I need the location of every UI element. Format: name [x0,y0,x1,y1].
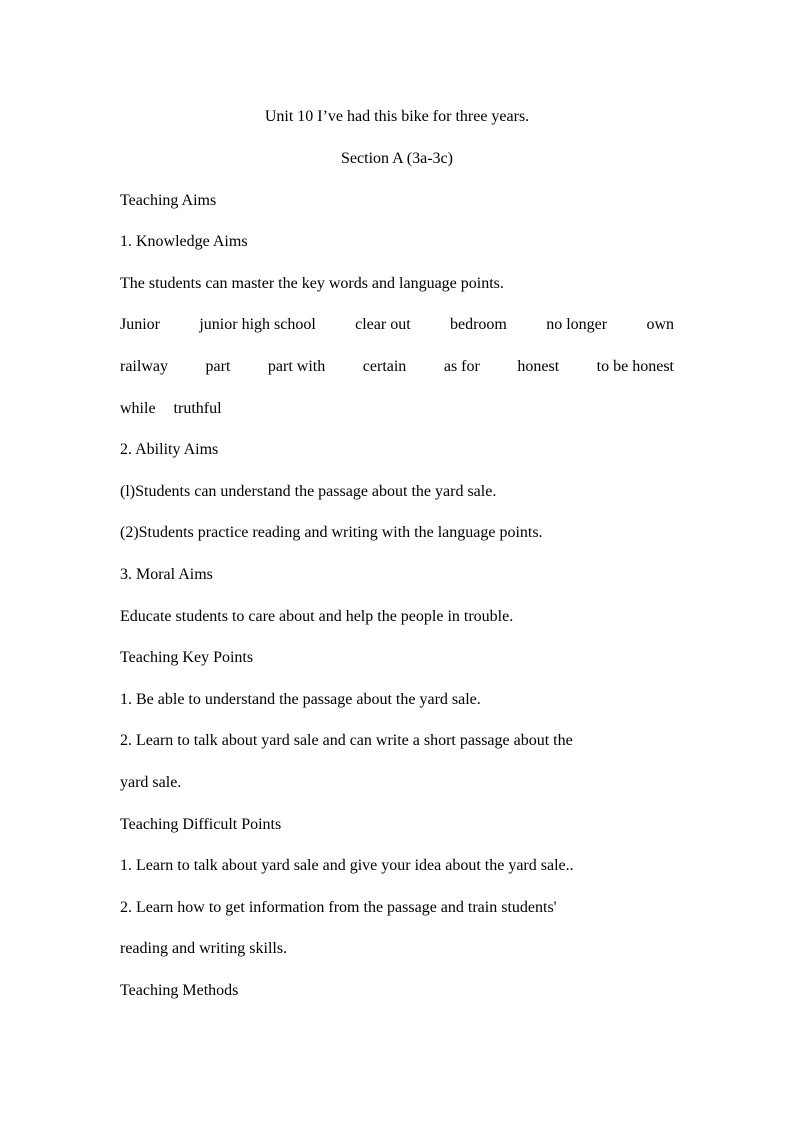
knowledge-aims-heading: 1. Knowledge Aims [120,233,248,250]
vocab-item: bedroom [450,316,507,333]
vocab-item: certain [362,358,407,375]
key-point-1: 1. Be able to understand the passage about the yard sale. [120,691,481,708]
vocab-item: railway [120,358,168,375]
vocab-item: part with [267,358,326,375]
vocab-item: no longer [546,316,608,333]
difficult-point-2-line-2: reading and writing skills. [120,940,288,957]
document-title: Unit 10 I’ve had this bike for three years. [264,108,530,125]
vocab-item: own [646,316,674,333]
teaching-aims-heading: Teaching Aims [120,192,217,209]
vocab-item: junior high school [199,316,316,333]
vocab-item: while [120,400,156,417]
ability-aim-1: (l)Students can understand the passage about the yard sale. [120,483,497,500]
key-point-2-line-2: yard sale. [120,774,182,791]
difficult-points-heading: Teaching Difficult Points [120,816,282,833]
vocab-item: Junior [120,316,160,333]
vocab-item: honest [517,358,560,375]
vocab-item: clear out [355,316,411,333]
vocab-item: truthful [173,400,222,417]
moral-aims-heading: 3. Moral Aims [120,566,213,583]
vocab-item: part [205,358,231,375]
difficult-point-1: 1. Learn to talk about yard sale and give your idea about the yard sale.. [120,857,574,874]
difficult-point-2-line-1: 2. Learn how to get information from the passage and train students' [120,899,557,916]
vocab-row-3 [120,399,674,419]
methods-heading: Teaching Methods [120,982,239,999]
ability-aim-2: (2)Students practice reading and writing with the language points. [120,524,543,541]
key-points-heading: Teaching Key Points [120,649,254,666]
knowledge-intro: The students can master the key words and language points. [120,275,504,292]
vocab-row-2 [120,357,674,377]
key-point-2-line-1: 2. Learn to talk about yard sale and can write a short passage about the [120,732,573,749]
vocab-item: as for [443,358,480,375]
moral-aim-1: Educate students to care about and help the people in trouble. [120,608,514,625]
ability-aims-heading: 2. Ability Aims [120,441,219,458]
vocab-item: to be honest [596,358,674,375]
vocab-row-1 [120,315,674,335]
document-subtitle: Section A (3a-3c) [341,150,453,167]
